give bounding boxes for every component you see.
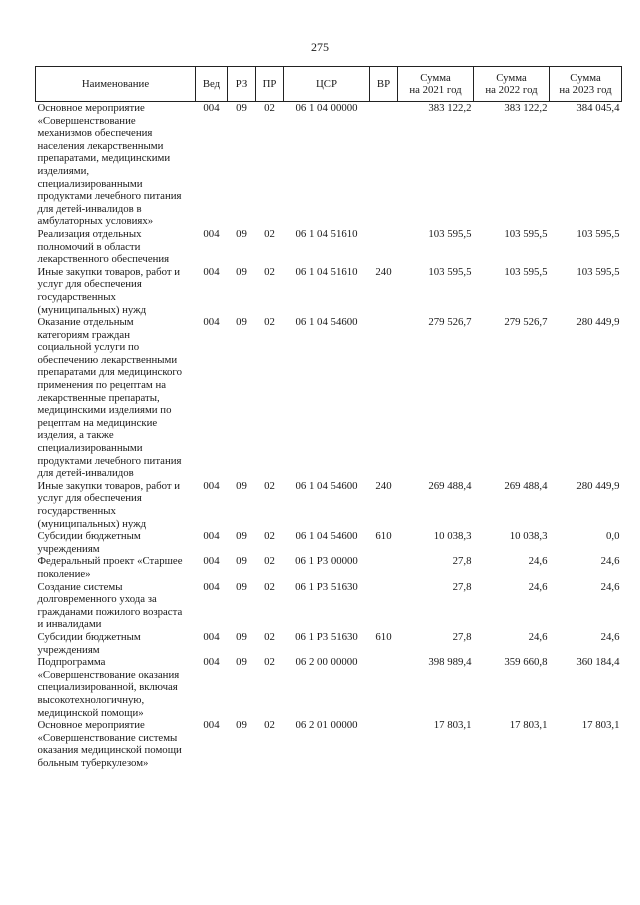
row-name-line: продуктами лечебного питания	[37, 190, 182, 203]
row-name	[36, 631, 196, 656]
header-rz: РЗ	[228, 67, 256, 102]
row-pr: 02	[264, 102, 275, 114]
row-pr: 02	[264, 719, 275, 732]
row-sum-2021: 279 526,7	[428, 316, 472, 329]
row-name	[36, 555, 196, 580]
row-vr	[370, 102, 398, 228]
row-name-line: Оказание отдельным	[37, 316, 134, 329]
row-rz: 09	[236, 227, 247, 240]
row-name-line: лекарственные препараты,	[37, 391, 160, 404]
row-name-line: медицинской помощи»	[37, 706, 144, 719]
row-pr: 02	[264, 630, 275, 643]
table-row	[36, 480, 622, 530]
row-name-line: «Совершенствование системы	[37, 731, 178, 744]
row-name-line: населения лекарственными	[37, 139, 164, 152]
row-sum-2023: 280 449,9	[576, 479, 620, 492]
row-name-line: высокотехнологичную,	[37, 693, 145, 706]
row-ved: 004	[203, 530, 220, 543]
row-vr: 240	[375, 479, 392, 492]
row-ved: 004	[203, 316, 220, 329]
row-name-line: Иные закупки товаров, работ и	[37, 265, 181, 278]
row-sum-2022: 24,6	[528, 580, 548, 593]
row-rz: 09	[236, 530, 247, 543]
row-name-line: и инвалидами	[37, 618, 102, 631]
row-sum-2023: 384 045,4	[576, 102, 620, 114]
row-name-line: больным туберкулезом»	[37, 756, 149, 769]
row-pr: 02	[264, 265, 275, 278]
row-pr: 02	[264, 656, 275, 669]
row-name-line: Подпрограмма	[37, 656, 106, 669]
budget-table	[35, 66, 622, 769]
row-sum-2022: 383 122,2	[504, 102, 548, 114]
row-sum-2023: 360 184,4	[576, 656, 620, 669]
row-name-line: для детей-инвалидов в	[37, 202, 142, 215]
row-sum-2021: 103 595,5	[428, 227, 472, 240]
row-name-line: Федеральный проект «Старшее	[37, 555, 183, 568]
row-name-line: гражданами пожилого возраста	[37, 605, 183, 618]
row-name-line: Создание системы	[37, 580, 123, 593]
table-row	[36, 228, 622, 266]
table-header	[36, 67, 622, 102]
row-pr: 02	[264, 227, 275, 240]
row-name	[36, 228, 196, 266]
row-csr: 06 2 00 00000	[295, 656, 358, 669]
header-sum-2022: Сумма на 2022 год	[474, 67, 550, 102]
row-name-line: учреждениям	[37, 542, 100, 555]
row-vr	[370, 228, 398, 266]
row-name-line: медицинскими изделиями по	[37, 404, 172, 417]
table-body	[36, 102, 622, 770]
row-sum-2023: 24,6	[600, 555, 620, 568]
row-sum-2021: 398 989,4	[428, 656, 472, 669]
row-name-line: «Совершенствование	[37, 114, 136, 127]
table-row	[36, 555, 622, 580]
row-name-line: для детей-инвалидов	[37, 467, 134, 480]
page-number: 275	[311, 40, 329, 54]
row-name-line: Основное мероприятие	[37, 102, 145, 114]
row-name-line: услуг для обеспечения	[37, 278, 142, 291]
table-row	[36, 656, 622, 719]
row-name-line: Иные закупки товаров, работ и	[37, 479, 181, 492]
row-name-line: специализированной, включая	[37, 681, 178, 694]
row-sum-2022: 359 660,8	[504, 656, 548, 669]
row-name	[36, 656, 196, 719]
header-ved: Вед	[196, 67, 228, 102]
row-name-line: оказания медицинской помощи	[37, 744, 182, 757]
header-vr: ВР	[370, 67, 398, 102]
row-name-line: полномочий в области	[37, 240, 141, 253]
row-name	[36, 266, 196, 316]
row-vr: 240	[375, 265, 392, 278]
row-sum-2021: 27,8	[452, 580, 472, 593]
row-name-line: категориям граждан	[37, 328, 130, 341]
row-name-line: (муниципальных) нужд	[37, 303, 147, 316]
row-vr	[370, 555, 398, 580]
row-name-line: учреждениям	[37, 643, 100, 656]
row-csr: 06 1 P3 00000	[295, 555, 358, 568]
row-rz: 09	[236, 265, 247, 278]
row-name	[36, 581, 196, 631]
header-pr: ПР	[256, 67, 284, 102]
row-sum-2022: 17 803,1	[509, 719, 548, 732]
row-vr	[370, 719, 398, 769]
row-ved: 004	[203, 630, 220, 643]
table-row	[36, 102, 622, 228]
table-row	[36, 581, 622, 631]
row-name-line: «Совершенствование оказания	[37, 668, 180, 681]
row-sum-2023: 24,6	[600, 630, 620, 643]
row-vr	[370, 656, 398, 719]
row-rz: 09	[236, 479, 247, 492]
row-sum-2022: 269 488,4	[504, 479, 548, 492]
row-name-line: специализированными	[37, 442, 143, 455]
row-ved: 004	[203, 479, 220, 492]
row-name-line: Основное мероприятие	[37, 719, 145, 732]
row-sum-2023: 0,0	[606, 530, 620, 543]
row-name-line: социальной услуги по	[37, 341, 140, 354]
row-name-line: Реализация отдельных	[37, 227, 142, 240]
row-ved: 004	[203, 265, 220, 278]
row-rz: 09	[236, 656, 247, 669]
row-sum-2023: 17 803,1	[581, 719, 620, 732]
row-vr	[370, 316, 398, 480]
row-name	[36, 719, 196, 769]
row-csr: 06 1 04 54600	[295, 479, 358, 492]
row-sum-2022: 103 595,5	[504, 227, 548, 240]
table-row	[36, 631, 622, 656]
row-vr: 610	[375, 530, 392, 543]
row-pr: 02	[264, 479, 275, 492]
row-csr: 06 1 04 54600	[295, 316, 358, 329]
row-ved: 004	[203, 227, 220, 240]
table-row	[36, 266, 622, 316]
row-name-line: механизмов обеспечения	[37, 127, 153, 140]
row-csr: 06 1 04 54600	[295, 530, 358, 543]
row-csr: 06 1 P3 51630	[295, 630, 358, 643]
row-sum-2022: 10 038,3	[509, 530, 548, 543]
row-rz: 09	[236, 580, 247, 593]
row-vr	[370, 581, 398, 631]
row-pr: 02	[264, 580, 275, 593]
row-name-line: специализированными	[37, 177, 143, 190]
row-name	[36, 480, 196, 530]
row-sum-2021: 17 803,1	[433, 719, 472, 732]
row-name-line: долговременного ухода за	[37, 593, 157, 606]
row-name-line: препаратами, медицинскими	[37, 152, 171, 165]
row-sum-2022: 24,6	[528, 630, 548, 643]
row-rz: 09	[236, 102, 247, 114]
row-rz: 09	[236, 719, 247, 732]
row-name-line: лекарственного обеспечения	[37, 253, 170, 266]
row-name-line: Субсидии бюджетным	[37, 530, 141, 543]
row-name	[36, 530, 196, 555]
row-ved: 004	[203, 719, 220, 732]
row-csr: 06 1 04 51610	[295, 265, 358, 278]
table-row	[36, 719, 622, 769]
row-csr: 06 1 04 51610	[295, 227, 358, 240]
row-name-line: (муниципальных) нужд	[37, 517, 147, 530]
row-rz: 09	[236, 630, 247, 643]
row-ved: 004	[203, 580, 220, 593]
header-sum-2023: Сумма на 2023 год	[550, 67, 622, 102]
row-sum-2021: 27,8	[452, 555, 472, 568]
row-csr: 06 1 04 00000	[295, 102, 358, 114]
row-name-line: обеспечению лекарственными	[37, 353, 178, 366]
table-row	[36, 316, 622, 480]
row-sum-2023: 24,6	[600, 580, 620, 593]
row-rz: 09	[236, 555, 247, 568]
row-sum-2021: 103 595,5	[428, 265, 472, 278]
row-name-line: Субсидии бюджетным	[37, 630, 141, 643]
row-name-line: услуг для обеспечения	[37, 492, 142, 505]
row-name-line: государственных	[37, 505, 116, 517]
row-name-line: амбулаторных условиях»	[37, 215, 154, 228]
row-sum-2023: 280 449,9	[576, 316, 620, 329]
row-sum-2023: 103 595,5	[576, 265, 620, 278]
row-pr: 02	[264, 316, 275, 329]
row-vr: 610	[375, 630, 392, 643]
row-name-line: препаратами для медицинского	[37, 366, 182, 379]
row-name-line: поколение»	[37, 567, 91, 580]
row-rz: 09	[236, 316, 247, 329]
row-ved: 004	[203, 102, 220, 114]
row-name-line: изделиями,	[37, 164, 90, 177]
row-sum-2023: 103 595,5	[576, 227, 620, 240]
row-name-line: продуктами лечебного питания	[37, 454, 182, 467]
header-name: Наименование	[36, 67, 196, 102]
row-name-line: государственных	[37, 290, 116, 303]
row-csr: 06 1 P3 51630	[295, 580, 358, 593]
row-name-line: изделия, а также	[37, 429, 114, 442]
row-sum-2022: 103 595,5	[504, 265, 548, 278]
row-name	[36, 102, 196, 228]
row-name	[36, 316, 196, 480]
row-sum-2021: 10 038,3	[433, 530, 472, 543]
row-sum-2021: 269 488,4	[428, 479, 472, 492]
row-sum-2021: 27,8	[452, 630, 472, 643]
row-ved: 004	[203, 555, 220, 568]
row-sum-2022: 279 526,7	[504, 316, 548, 329]
row-csr: 06 2 01 00000	[295, 719, 358, 732]
header-csr: ЦСР	[284, 67, 370, 102]
row-name-line: рецептам на медицинские	[37, 416, 158, 429]
row-sum-2022: 24,6	[528, 555, 548, 568]
row-sum-2021: 383 122,2	[428, 102, 472, 114]
header-sum-2021: Сумма на 2021 год	[398, 67, 474, 102]
row-ved: 004	[203, 656, 220, 669]
row-name-line: применения по рецептам на	[37, 379, 167, 392]
row-pr: 02	[264, 530, 275, 543]
row-pr: 02	[264, 555, 275, 568]
table-row	[36, 530, 622, 555]
